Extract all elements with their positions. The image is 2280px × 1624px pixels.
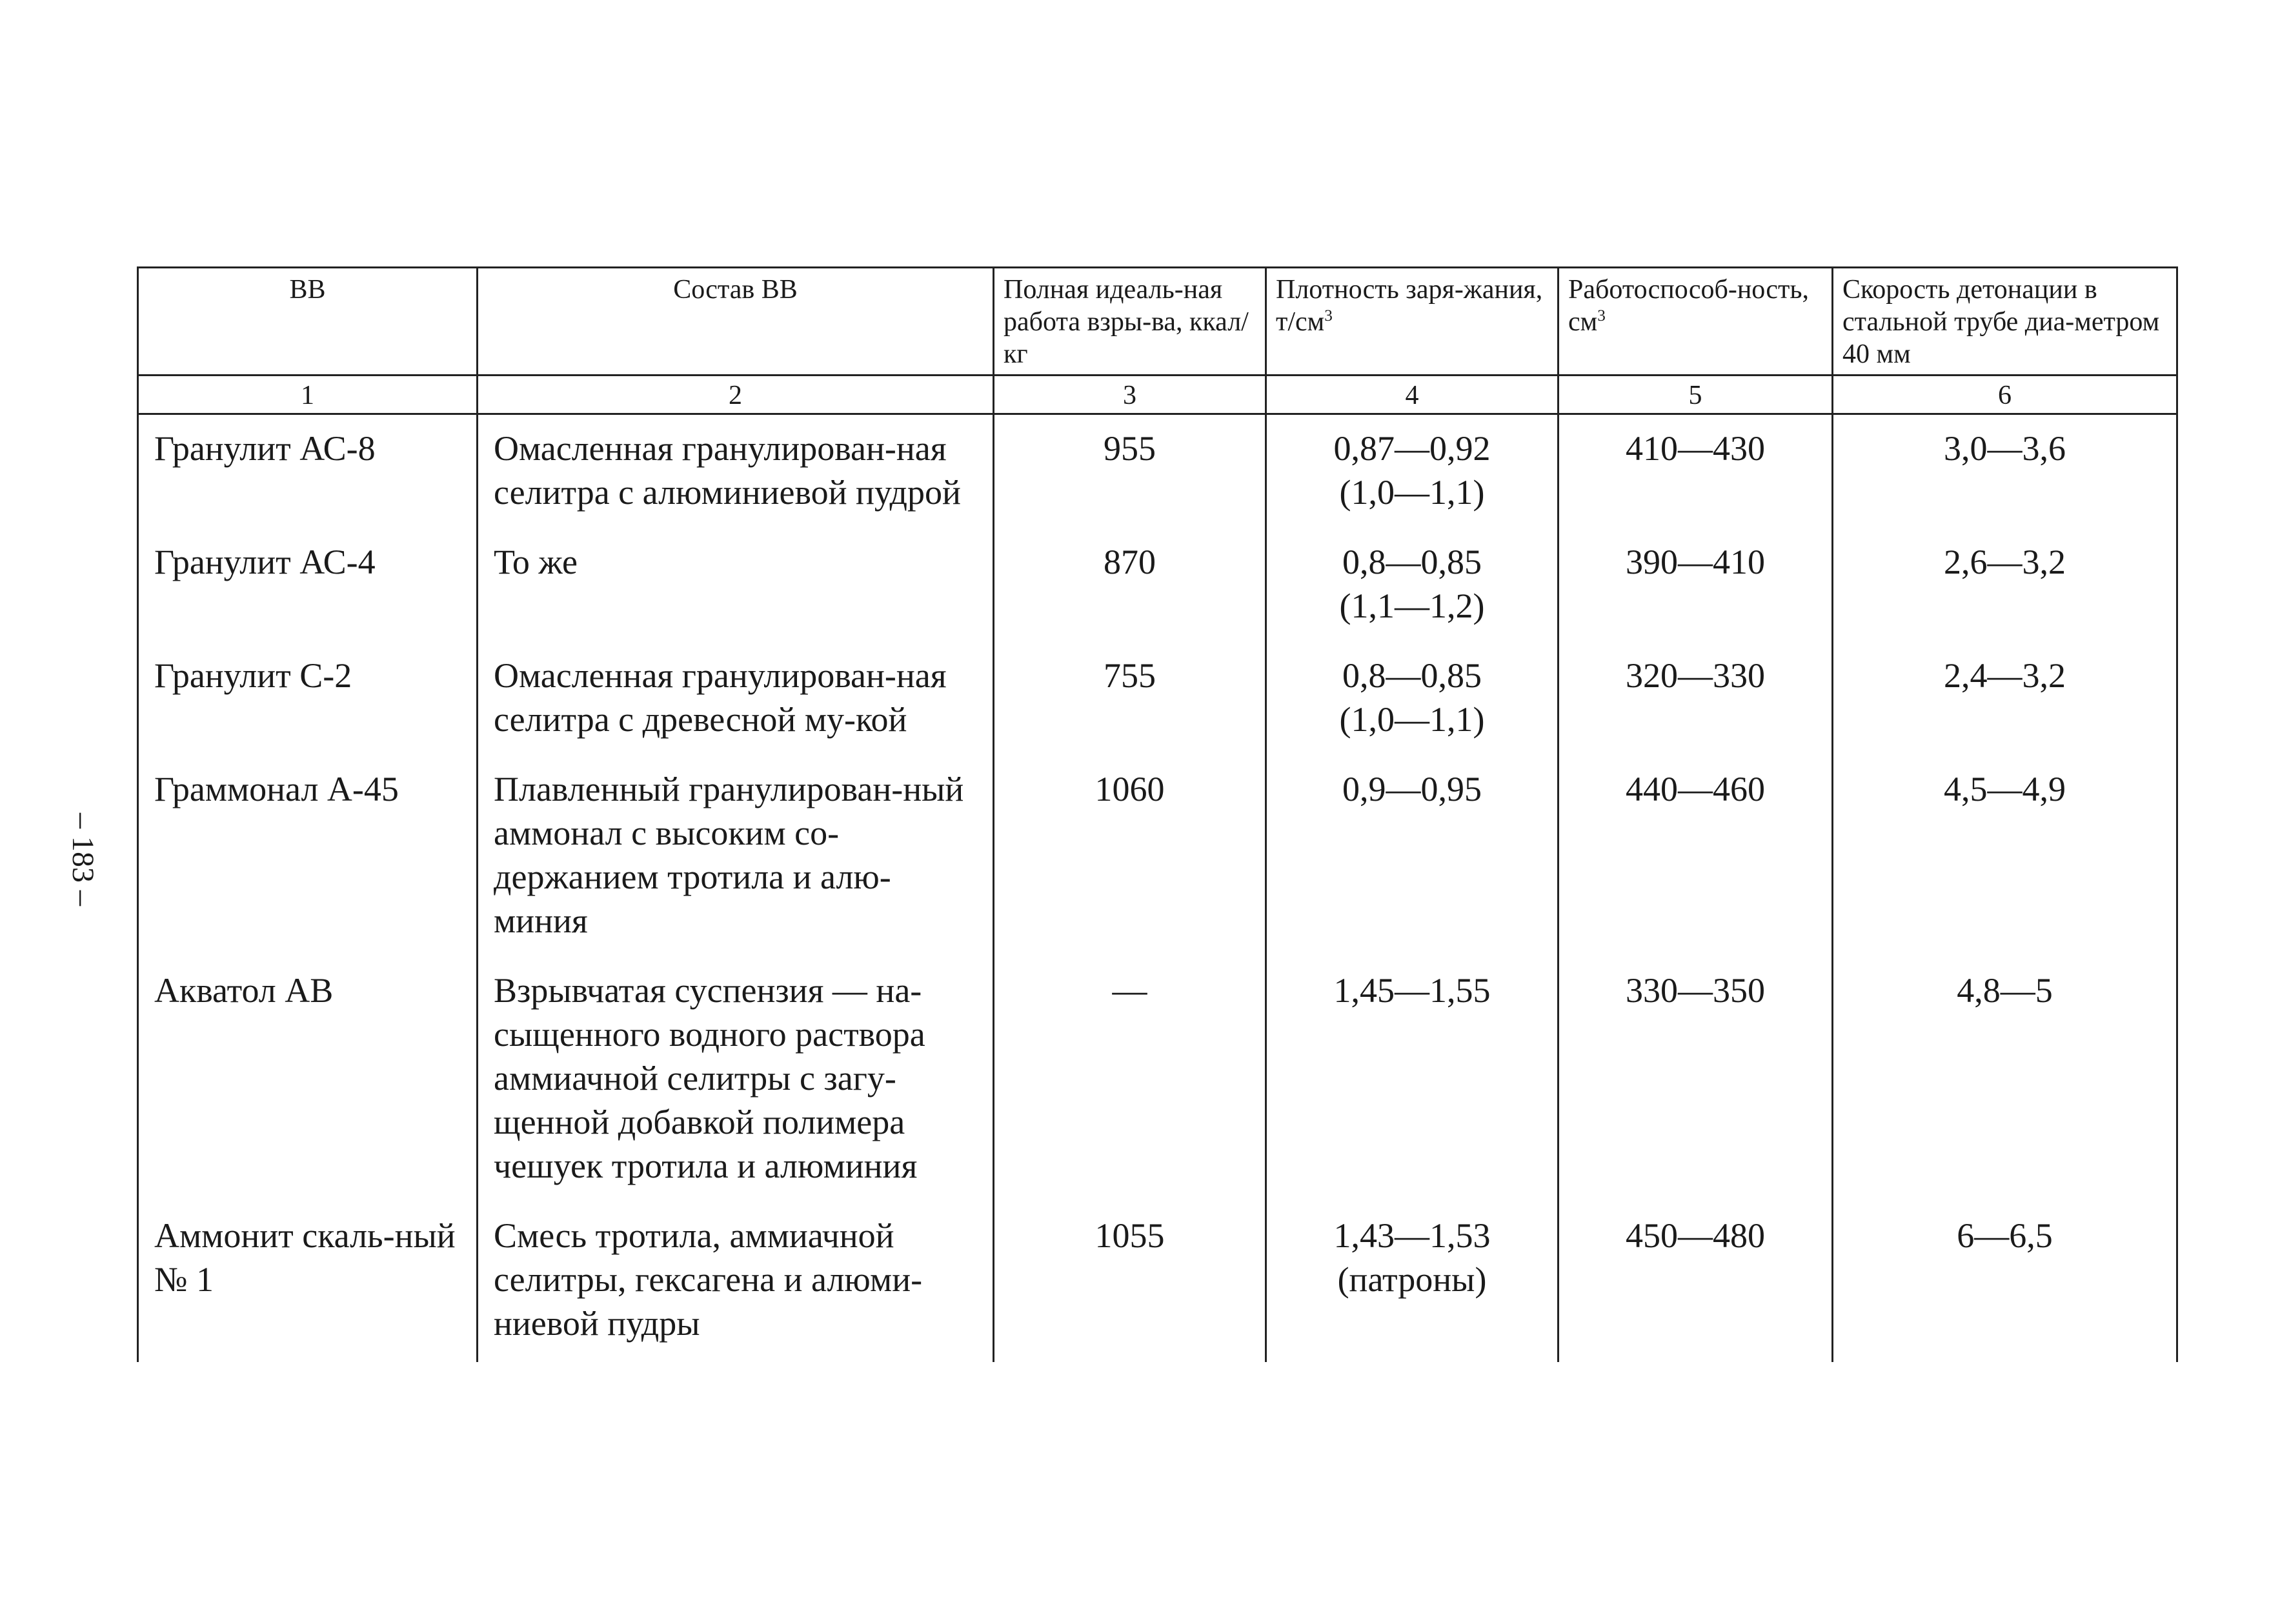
header-ideal-work-text: Полная идеаль-ная работа взры-ва, ккал/кг	[1004, 275, 1249, 369]
header-detonation-velocity	[1833, 268, 2177, 376]
header-row	[138, 268, 2177, 376]
density-line: (1,0—1,1)	[1339, 473, 1485, 512]
explosive-name: Гранулит С-2	[138, 645, 478, 758]
density-line: 1,43—1,53	[1333, 1216, 1491, 1255]
ideal-work-value: 1060	[994, 758, 1266, 959]
velocity-value: 6—6,5	[1833, 1205, 2177, 1362]
velocity-value: 4,8—5	[1833, 959, 2177, 1205]
header-explosive	[138, 268, 478, 376]
density-line: 0,9—0,95	[1342, 770, 1482, 808]
explosive-composition: Взрывчатая суспензия — на-сыщенного водного раствора аммиачной селитры с загу-щенной добавкой полимера чешуек тротила и алюминия	[478, 959, 994, 1205]
column-number: 6	[1833, 376, 2177, 414]
density-line: (патроны)	[1337, 1260, 1487, 1299]
density-line: 0,8—0,85	[1342, 656, 1482, 695]
table-row	[138, 1205, 2177, 1362]
explosive-name: Гранулит АС-8	[138, 414, 478, 532]
performance-value: 410—430	[1559, 414, 1833, 532]
explosives-table-container	[137, 266, 2176, 1362]
performance-value: 390—410	[1559, 531, 1833, 645]
performance-value: 320—330	[1559, 645, 1833, 758]
ideal-work-value: —	[994, 959, 1266, 1205]
velocity-value: 4,5—4,9	[1833, 758, 2177, 959]
table-row	[138, 758, 2177, 959]
explosive-composition: То же	[478, 531, 994, 645]
density-line: (1,1—1,2)	[1339, 586, 1485, 625]
table-row	[138, 531, 2177, 645]
ideal-work-value: 1055	[994, 1205, 1266, 1362]
header-performance-text: Работоспособ-ность, см	[1568, 275, 1809, 337]
header-explosive-text: ВВ	[289, 275, 326, 305]
density-value	[1266, 959, 1559, 1205]
density-value	[1266, 1205, 1559, 1362]
column-number: 4	[1266, 376, 1559, 414]
header-composition-text: Состав ВВ	[673, 275, 798, 305]
table-row	[138, 414, 2177, 532]
ideal-work-value: 755	[994, 645, 1266, 758]
explosive-name: Аммонит скаль-ный № 1	[138, 1205, 478, 1362]
column-number: 2	[478, 376, 994, 414]
density-line: 0,87—0,92	[1333, 429, 1491, 468]
header-composition	[478, 268, 994, 376]
velocity-value: 3,0—3,6	[1833, 414, 2177, 532]
explosive-name: Акватол АВ	[138, 959, 478, 1205]
explosive-composition: Смесь тротила, аммиачной селитры, гексагена и алюми-ниевой пудры	[478, 1205, 994, 1362]
header-performance-sup: 3	[1597, 307, 1606, 325]
velocity-value: 2,4—3,2	[1833, 645, 2177, 758]
velocity-value: 2,6—3,2	[1833, 531, 2177, 645]
explosive-composition: Омасленная гранулирован-ная селитра с древесной му-кой	[478, 645, 994, 758]
density-line: (1,0—1,1)	[1339, 700, 1485, 739]
explosive-composition: Омасленная гранулирован-ная селитра с алюминиевой пудрой	[478, 414, 994, 532]
table-row	[138, 959, 2177, 1205]
column-number-row	[138, 376, 2177, 414]
ideal-work-value: 955	[994, 414, 1266, 532]
explosives-table	[137, 266, 2178, 1362]
explosive-name: Гранулит АС-4	[138, 531, 478, 645]
density-value	[1266, 531, 1559, 645]
page-number: – 183 –	[66, 813, 100, 906]
explosive-composition: Плавленный гранулирован-ный аммонал с высоким со-держанием тротила и алю-миния	[478, 758, 994, 959]
header-detonation-velocity-text: Скорость детонации в стальной трубе диа-метром 40 мм	[1842, 275, 2160, 369]
density-value	[1266, 645, 1559, 758]
density-line: 1,45—1,55	[1333, 971, 1491, 1010]
header-density	[1266, 268, 1559, 376]
density-value	[1266, 414, 1559, 532]
column-number: 3	[994, 376, 1266, 414]
header-density-sup: 3	[1324, 307, 1333, 325]
explosive-name: Граммонал А-45	[138, 758, 478, 959]
density-value	[1266, 758, 1559, 959]
table-row	[138, 645, 2177, 758]
density-line: 0,8—0,85	[1342, 543, 1482, 581]
ideal-work-value: 870	[994, 531, 1266, 645]
header-ideal-work	[994, 268, 1266, 376]
performance-value: 330—350	[1559, 959, 1833, 1205]
column-number: 5	[1559, 376, 1833, 414]
performance-value: 440—460	[1559, 758, 1833, 959]
column-number: 1	[138, 376, 478, 414]
performance-value: 450—480	[1559, 1205, 1833, 1362]
header-performance	[1559, 268, 1833, 376]
header-density-text: Плотность заря-жания, т/см	[1276, 275, 1543, 337]
